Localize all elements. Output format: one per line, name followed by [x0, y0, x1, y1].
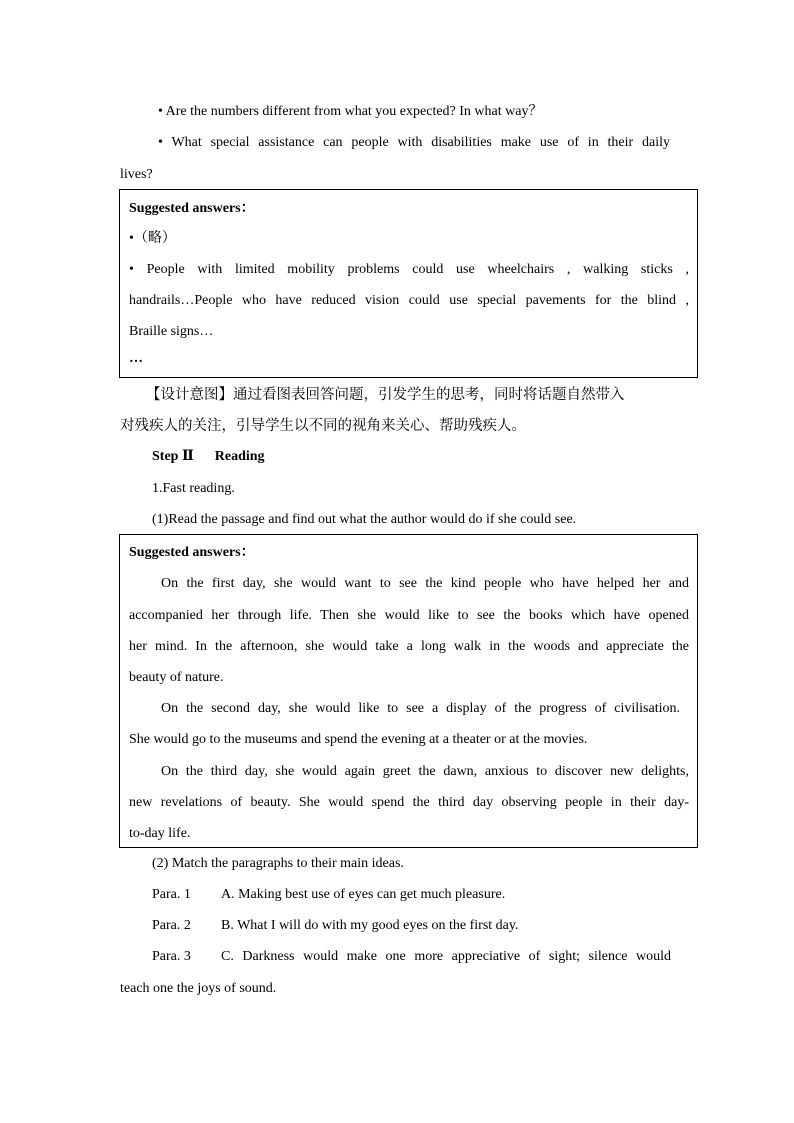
- question-bullet-2-line-1: • What special assistance can people with disabilities make use of in their daily: [158, 135, 670, 150]
- box-2-line: She would go to the museums and spend the evening at a theater or at the movies.: [129, 732, 588, 747]
- match-main-idea-continuation: teach one the joys of sound.: [120, 981, 277, 996]
- box-2-line: On the third day, she would again greet the dawn, anxious to discover new delights,: [161, 764, 689, 779]
- box-2-title: Suggested answers：: [129, 545, 255, 560]
- question-bullet-2-line-2: lives?: [120, 167, 153, 182]
- box-2-line: new revelations of beauty. She would spend the third day observing people in their day-: [129, 795, 689, 810]
- question-bullet-1: • Are the numbers different from what you expected? In what way？: [158, 104, 543, 119]
- fast-reading-label: 1.Fast reading.: [152, 481, 235, 496]
- suggested-answers-box-1: [119, 189, 698, 378]
- box-1-item-2-line-1: • People with limited mobility problems could use wheelchairs , walking sticks ,: [129, 262, 689, 277]
- match-main-idea: A. Making best use of eyes can get much pleasure.: [221, 887, 506, 902]
- box-1-item-1: •（略）: [129, 231, 176, 246]
- design-intent-line-1: 【设计意图】通过看图表回答问题，引发学生的思考，同时将话题自然带入: [146, 387, 625, 403]
- match-main-idea: B. What I will do with my good eyes on the first day.: [221, 918, 519, 933]
- box-1-item-2-line-3: Braille signs…: [129, 324, 214, 339]
- box-2-line: beauty of nature.: [129, 670, 224, 685]
- box-2-line: accompanied her through life. Then she would like to see the books which have opened: [129, 608, 689, 623]
- box-2-line: to-day life.: [129, 826, 191, 841]
- suggested-answers-box-2: [119, 534, 698, 848]
- box-2-line: On the second day, she would like to see a display of the progress of civilisation.: [161, 701, 680, 716]
- box-1-ellipsis: …: [129, 351, 143, 366]
- reading-task-2: (2) Match the paragraphs to their main ideas.: [152, 856, 404, 871]
- reading-task-1: (1)Read the passage and find out what the author would do if she could see.: [152, 512, 577, 527]
- box-1-item-2-line-2: handrails…People who have reduced vision could use special pavements for the blind ,: [129, 293, 689, 308]
- match-para-label: Para. 3: [152, 949, 191, 964]
- design-intent-line-2: 对残疾人的关注，引导学生以不同的视角来关心、帮助残疾人。: [120, 418, 526, 434]
- match-main-idea: C. Darkness would make one more appreciative of sight; silence would: [221, 949, 671, 964]
- box-2-line: her mind. In the afternoon, she would take a long walk in the woods and appreciate the: [129, 639, 689, 654]
- box-1-title: Suggested answers：: [129, 201, 255, 216]
- match-para-label: Para. 1: [152, 887, 191, 902]
- match-para-label: Para. 2: [152, 918, 191, 933]
- step-heading: Step Ⅱ Reading: [152, 449, 265, 464]
- box-2-line: On the first day, she would want to see the kind people who have helped her and: [161, 576, 689, 591]
